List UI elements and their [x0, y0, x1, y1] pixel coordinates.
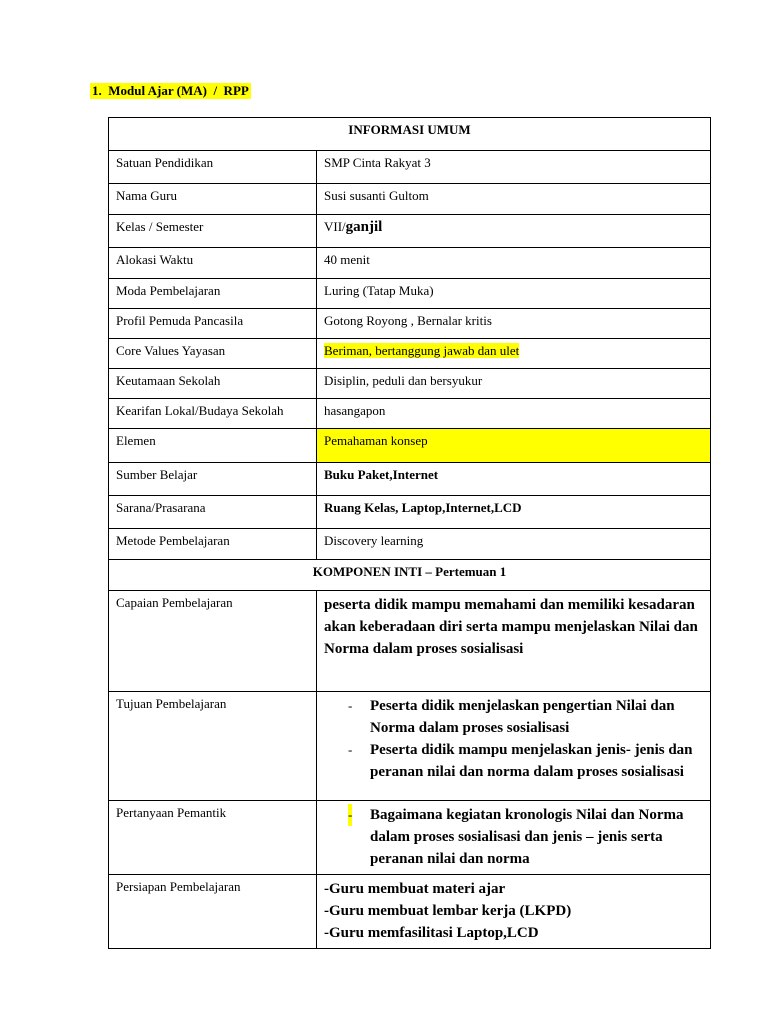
table-row	[109, 369, 711, 399]
table-row	[109, 215, 711, 248]
row-label: Elemen	[109, 429, 317, 463]
row-label: Metode Pembelajaran	[109, 529, 317, 560]
highlighted-value: Beriman, bertanggung jawab dan ulet	[324, 343, 520, 358]
dash-bullet: -	[348, 698, 353, 713]
table-row	[109, 399, 711, 429]
row-value	[317, 339, 711, 369]
section-header-row	[109, 118, 711, 151]
row-value: Gotong Royong , Bernalar kritis	[317, 309, 711, 339]
row-label: Capaian Pembelajaran	[109, 591, 317, 692]
table-row	[109, 591, 711, 692]
row-label: Pertanyaan Pemantik	[109, 801, 317, 875]
list-item: - Bagaimana kegiatan kronologis Nilai dan Norma dalam proses sosialisasi dan jenis – jenis serta peranan nilai dan norma	[324, 804, 703, 870]
persiapan-lines	[324, 878, 703, 944]
rpp-table	[108, 117, 711, 949]
persiapan-line: -Guru memfasilitasi Laptop,LCD	[324, 925, 539, 941]
row-label: Sarana/Prasarana	[109, 496, 317, 529]
table-row	[109, 429, 711, 463]
table-row	[109, 463, 711, 496]
section-title-komponen-inti	[109, 560, 711, 591]
row-label: Profil Pemuda Pancasila	[109, 309, 317, 339]
row-value	[317, 591, 711, 692]
row-label: Core Values Yayasan	[109, 339, 317, 369]
table-row	[109, 692, 711, 801]
row-label: Nama Guru	[109, 184, 317, 215]
list-item: - Peserta didik menjelaskan pengertian Nilai dan Norma dalam proses sosialisasi	[324, 695, 703, 739]
pertanyaan-list	[324, 804, 703, 870]
table-row	[109, 875, 711, 949]
row-value: hasangapon	[317, 399, 711, 429]
table-row	[109, 529, 711, 560]
row-label: Keutamaan Sekolah	[109, 369, 317, 399]
table-row	[109, 279, 711, 309]
semester-value: ganjil	[345, 219, 383, 235]
document-heading: 1. Modul Ajar (MA) / RPP	[92, 83, 249, 98]
row-value	[317, 875, 711, 949]
row-label: Satuan Pendidikan	[109, 151, 317, 184]
dash-bullet: -	[348, 742, 353, 757]
table-row	[109, 801, 711, 875]
row-value: Susi susanti Gultom	[317, 184, 711, 215]
row-label: Kearifan Lokal/Budaya Sekolah	[109, 399, 317, 429]
row-value: Disiplin, peduli dan bersyukur	[317, 369, 711, 399]
row-label: Kelas / Semester	[109, 215, 317, 248]
table-row	[109, 309, 711, 339]
persiapan-line: -Guru membuat materi ajar	[324, 881, 506, 897]
row-value	[317, 215, 711, 248]
tujuan-list	[324, 695, 703, 783]
row-value: Discovery learning	[317, 529, 711, 560]
table-row	[109, 248, 711, 279]
row-value: Buku Paket,Internet	[317, 463, 711, 496]
persiapan-line: -Guru membuat lembar kerja (LKPD)	[324, 903, 572, 919]
row-value	[317, 692, 711, 801]
table-row	[109, 184, 711, 215]
row-value: Ruang Kelas, Laptop,Internet,LCD	[317, 496, 711, 529]
section-title-meeting: Pertemuan 1	[435, 564, 507, 579]
row-label: Moda Pembelajaran	[109, 279, 317, 309]
row-label: Tujuan Pembelajaran	[109, 692, 317, 801]
capaian-text: peserta didik mampu memahami dan memiliki kesadaran akan keberadaan diri serta mampu menjelaskan Nilai dan Norma dalam proses sosialisasi	[324, 597, 698, 657]
section-title-informasi-umum: INFORMASI UMUM	[109, 118, 711, 151]
row-label: Persiapan Pembelajaran	[109, 875, 317, 949]
row-value: SMP Cinta Rakyat 3	[317, 151, 711, 184]
dash-bullet: -	[348, 804, 352, 826]
row-value: Pemahaman konsep	[317, 429, 711, 463]
list-item: - Peserta didik mampu menjelaskan jenis- jenis dan peranan nilai dan norma dalam proses sosialisasi	[324, 739, 703, 783]
table-row	[109, 496, 711, 529]
row-label: Sumber Belajar	[109, 463, 317, 496]
row-label: Alokasi Waktu	[109, 248, 317, 279]
row-value: 40 menit	[317, 248, 711, 279]
row-value	[317, 801, 711, 875]
section-title-bold: KOMPONEN INTI –	[312, 564, 436, 579]
table-row	[109, 151, 711, 184]
kelas-value: VII/	[324, 219, 346, 234]
row-value: Luring (Tatap Muka)	[317, 279, 711, 309]
section-header-row	[109, 560, 711, 591]
table-row	[109, 339, 711, 369]
